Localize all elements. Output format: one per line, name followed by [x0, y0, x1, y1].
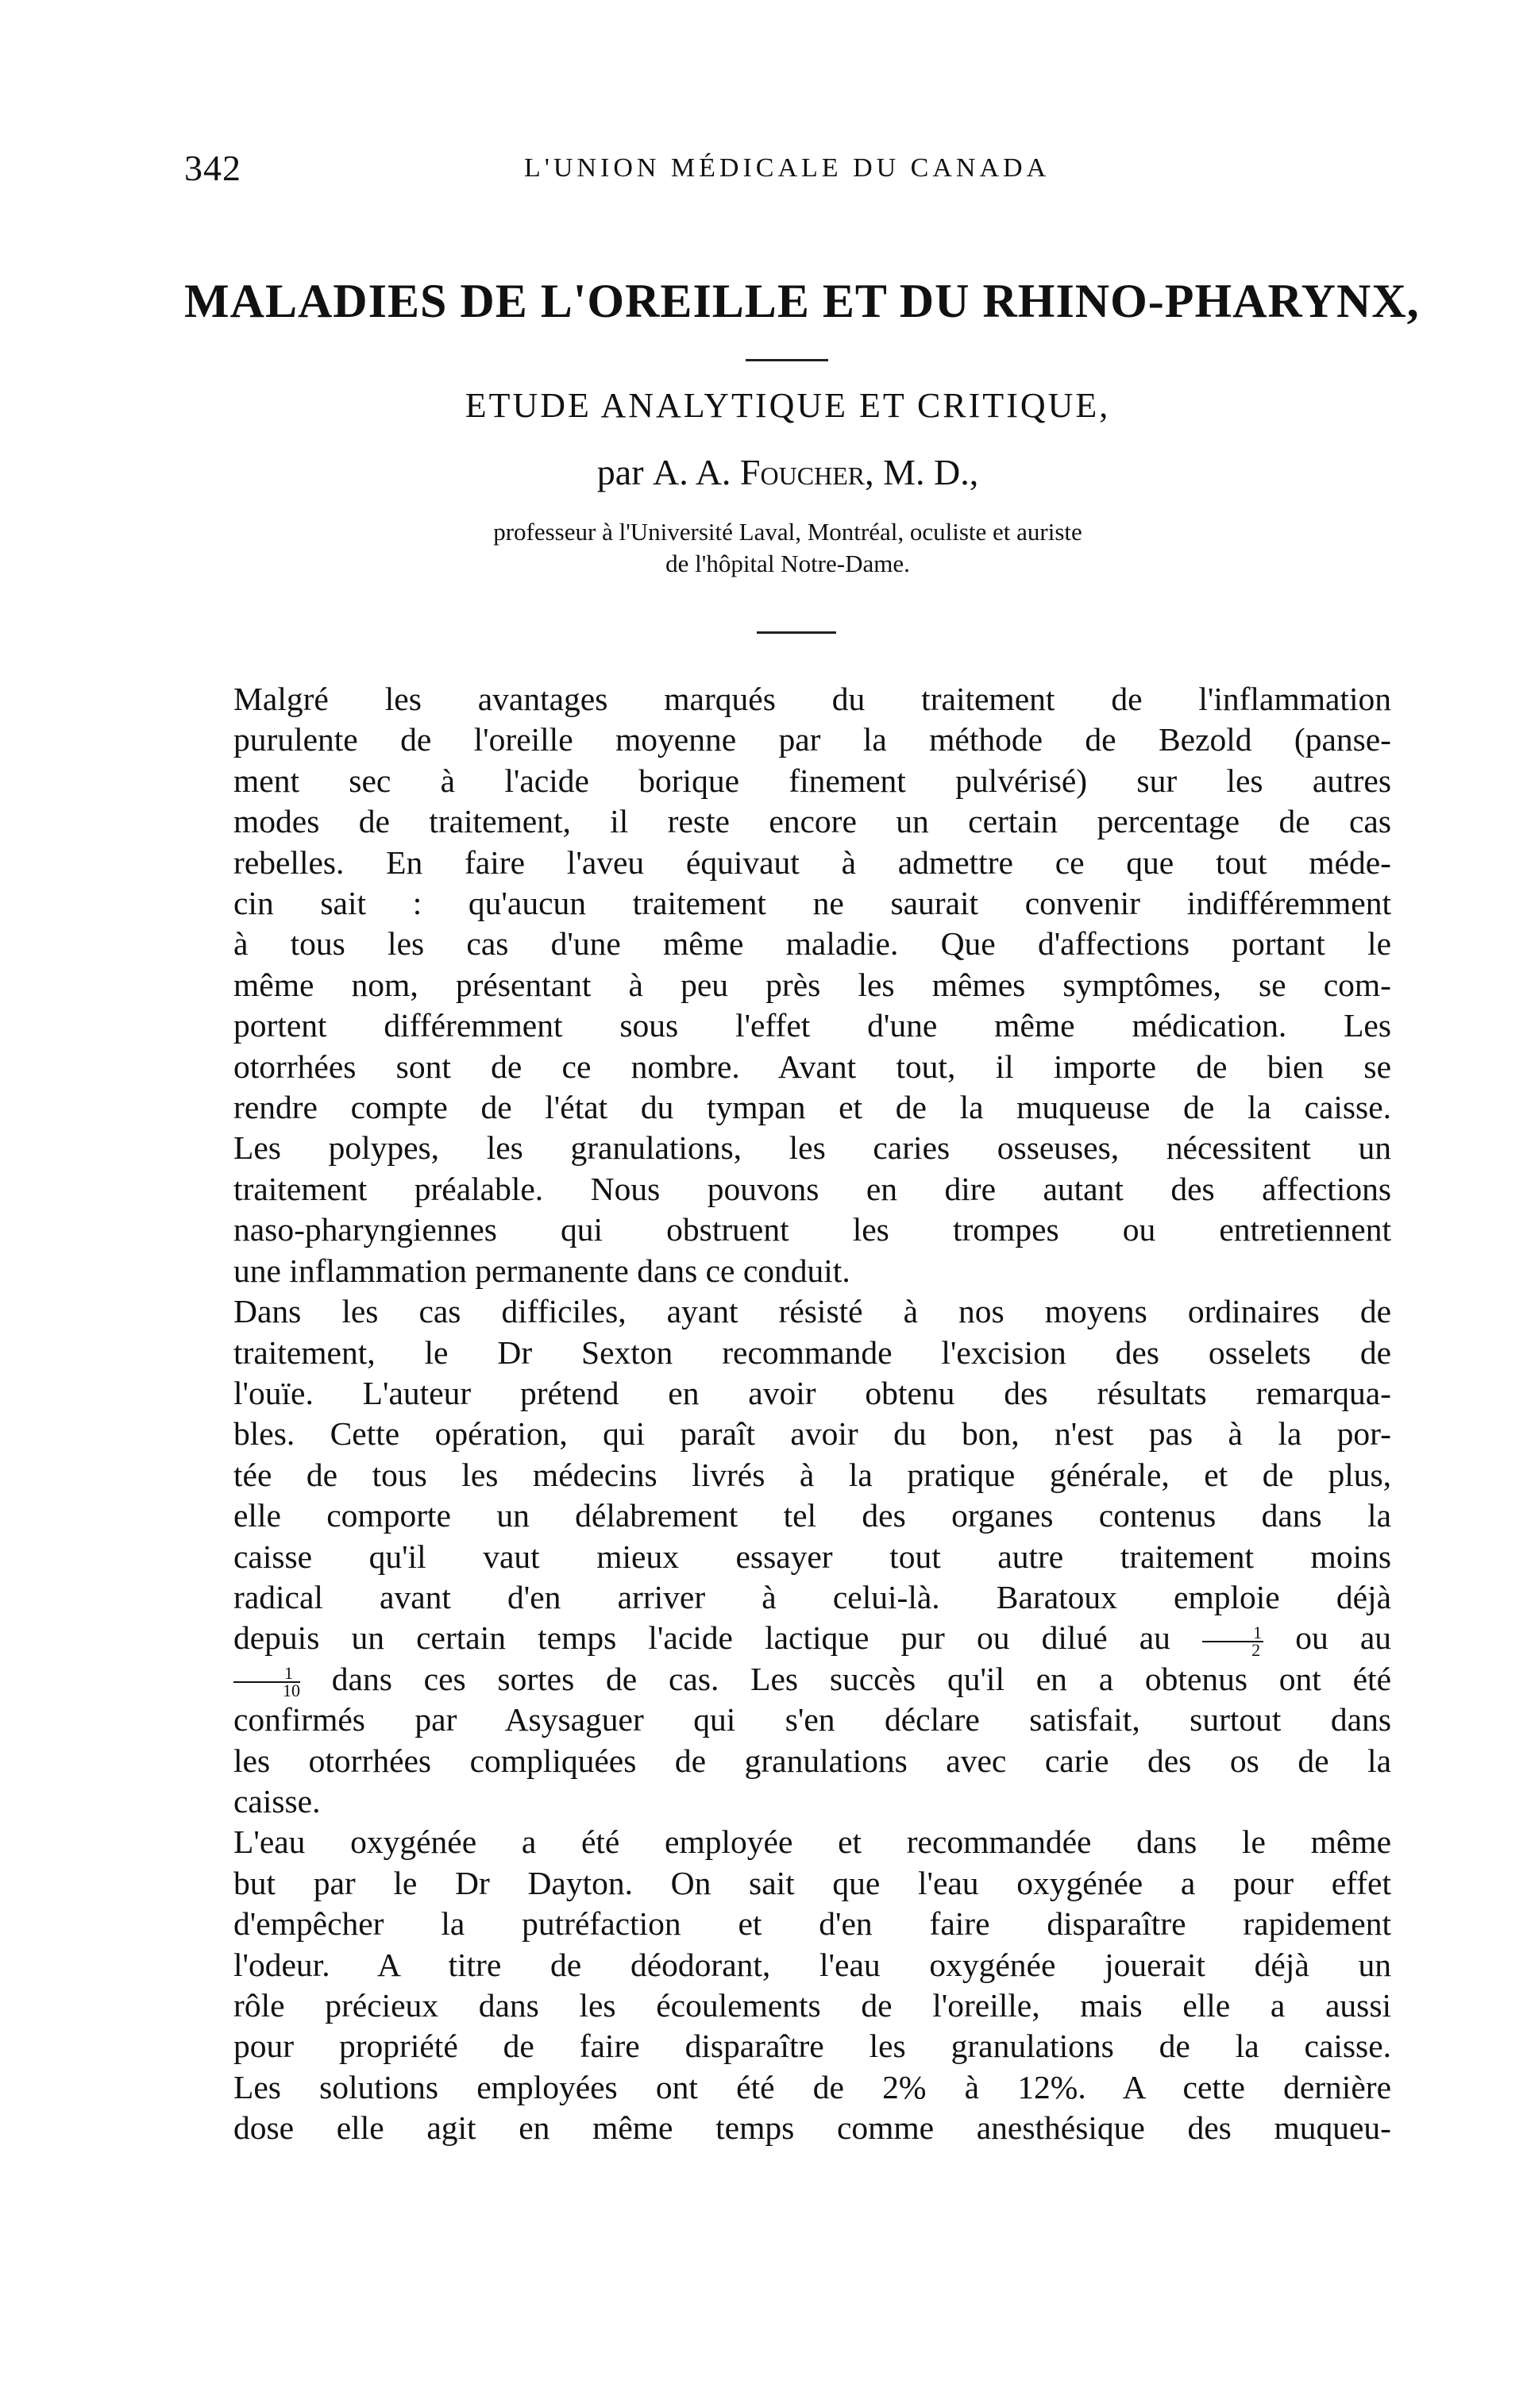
text-line-with-fraction: [184, 1659, 1391, 1700]
text-line: ment sec à l'acide borique finement pulvérisé) sur les autres: [233, 762, 1391, 799]
fraction-denominator: 10: [283, 1681, 300, 1701]
text-line: dose elle agit en même temps comme anesthésique des muqueu-: [233, 2109, 1391, 2147]
title-divider: [746, 359, 828, 361]
text-line: rendre compte de l'état du tympan et de la muqueuse de la caisse.: [233, 1089, 1391, 1126]
author-affiliation: [184, 516, 1391, 580]
article-body: [184, 679, 1391, 2149]
fraction-denominator: 2: [1251, 1639, 1261, 1660]
text-line: traitement, le Dr Sexton recommande l'excision des osselets de: [233, 1333, 1391, 1371]
text-line: cin sait : qu'aucun traitement ne saurait convenir indifféremment: [233, 885, 1391, 922]
text-line: caisse qu'il vaut mieux essayer tout autre traitement moins: [233, 1538, 1391, 1575]
text-fragment: ou au: [1295, 1619, 1392, 1657]
text-line: confirmés par Asysaguer qui s'en déclare satisfait, surtout dans: [233, 1701, 1391, 1738]
fraction-tenth: [233, 1665, 300, 1699]
text-line: traitement préalable. Nous pouvons en dire autant des affections: [233, 1170, 1391, 1207]
text-line-with-fraction: [184, 1618, 1391, 1658]
section-divider: [757, 631, 836, 634]
journal-title: L'UNION MÉDICALE DU CANADA: [524, 153, 1051, 183]
text-fragment: dans ces sortes de cas. Les succès qu'il en a obtenus ont été: [331, 1660, 1391, 1697]
fraction-half: [1202, 1622, 1263, 1660]
text-fragment: depuis un certain temps l'acide lactique pur ou dilué au: [233, 1619, 1170, 1657]
byline: [184, 451, 1391, 493]
paragraph: [184, 1291, 1391, 1822]
paragraph: [184, 1822, 1391, 2148]
article-title: MALADIES DE L'OREILLE ET DU RHINO-PHARYNX,: [184, 275, 1420, 327]
text-line: à tous les cas d'une même maladie. Que d'affections portant le: [233, 925, 1391, 963]
text-line: but par le Dr Dayton. On sait que l'eau oxygénée a pour effet: [233, 1864, 1391, 1901]
text-line: caisse.: [233, 1782, 321, 1820]
affiliation-line: de l'hôpital Notre-Dame.: [665, 550, 910, 577]
text-line: tée de tous les médecins livrés à la pratique générale, et de plus,: [233, 1456, 1391, 1493]
author-name: A. A. Foucher, M. D.,: [653, 452, 979, 492]
text-line: Malgré les avantages marqués du traitement de l'inflammation: [233, 681, 1391, 717]
text-line: rôle précieux dans les écoulements de l'oreille, mais elle a aussi: [233, 1987, 1391, 2024]
text-line: les otorrhées compliquées de granulations avec carie des os de la: [233, 1742, 1391, 1779]
text-line: naso-pharyngiennes qui obstruent les trompes ou entretiennent: [233, 1211, 1391, 1248]
fraction-numerator: 1: [1202, 1625, 1263, 1642]
text-line: L'eau oxygénée a été employée et recommandée dans le même: [233, 1823, 1391, 1861]
article-subtitle: ETUDE ANALYTIQUE ET CRITIQUE,: [465, 386, 1111, 425]
affiliation-line: professeur à l'Université Laval, Montréal, oculiste et auriste: [493, 518, 1082, 546]
text-line: otorrhées sont de ce nombre. Avant tout, il importe de bien se: [233, 1048, 1391, 1085]
text-line: Dans les cas difficiles, ayant résisté à nos moyens ordinaires de: [233, 1293, 1391, 1330]
text-line: modes de traitement, il reste encore un certain percentage de cas: [233, 803, 1391, 840]
text-line: bles. Cette opération, qui paraît avoir du bon, n'est pas à la por-: [233, 1415, 1391, 1453]
text-line: pour propriété de faire disparaître les granulations de la caisse.: [233, 2028, 1391, 2065]
text-line: Les solutions employées ont été de 2% à 12%. A cette dernière: [233, 2068, 1391, 2105]
byline-prefix: par: [596, 452, 644, 492]
text-line: rebelles. En faire l'aveu équivaut à admettre ce que tout méde-: [233, 843, 1391, 881]
fraction-numerator: 1: [233, 1665, 300, 1683]
text-line: même nom, présentant à peu près les mêmes symptômes, se com-: [233, 966, 1391, 1003]
running-head: [184, 147, 1391, 195]
paragraph: [184, 679, 1391, 1291]
text-line: elle comporte un délabrement tel des organes contenus dans la: [233, 1497, 1391, 1534]
text-line: l'odeur. A titre de déodorant, l'eau oxygénée jouerait déjà un: [233, 1946, 1391, 1983]
text-line: purulente de l'oreille moyenne par la méthode de Bezold (panse-: [233, 721, 1391, 758]
text-line: d'empêcher la putréfaction et d'en faire disparaître rapidement: [233, 1905, 1391, 1943]
text-line: Les polypes, les granulations, les caries osseuses, nécessitent un: [233, 1129, 1391, 1167]
text-line: une inflammation permanente dans ce conduit.: [233, 1252, 850, 1289]
text-line: portent différemment sous l'effet d'une même médication. Les: [233, 1007, 1391, 1044]
text-line: l'ouïe. L'auteur prétend en avoir obtenu des résultats remarqua-: [233, 1374, 1391, 1411]
page-number: 342: [184, 148, 241, 188]
text-line: radical avant d'en arriver à celui-là. Baratoux emploie déjà: [233, 1578, 1391, 1615]
